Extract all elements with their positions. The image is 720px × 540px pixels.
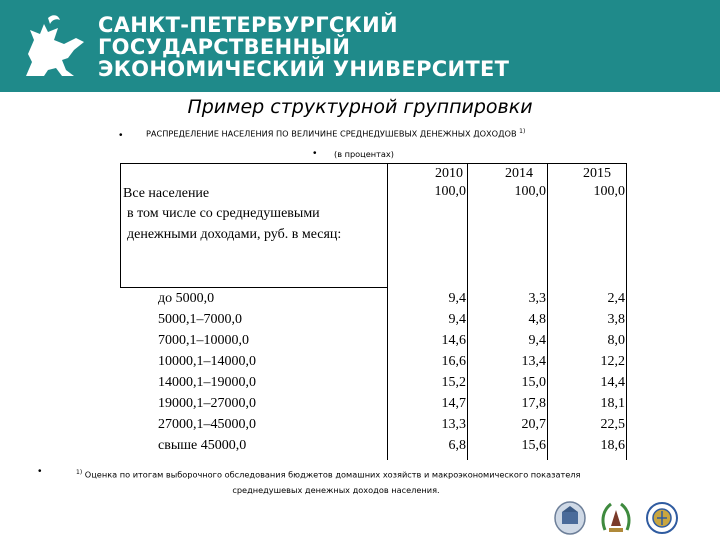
row-6-value-2014: 17,8 [521, 396, 546, 411]
footnote-mark: 1) [76, 469, 83, 476]
total-row-label: Все население [123, 186, 210, 201]
income-table [120, 163, 627, 460]
row-2-value-2014: 4,8 [528, 312, 546, 327]
subheader-line-2: денежными доходами, руб. в месяц: [127, 227, 342, 242]
year-header-2015: 2015 [583, 166, 611, 181]
row-7-value-2014: 20,7 [521, 417, 546, 432]
row-1-value-2010: 9,4 [448, 291, 466, 306]
table-subtitle [146, 128, 525, 139]
table-left-border [120, 163, 121, 287]
footnote [76, 465, 676, 498]
row-1-value-2014: 3,3 [528, 291, 546, 306]
footnote-line-2: среднедушевых денежных доходов населения. [232, 484, 440, 495]
university-name-line-2: ГОСУДАРСТВЕННЫЙ [98, 35, 351, 59]
row-label-8: свыше 45000,0 [158, 438, 247, 453]
row-5-value-2010: 15,2 [441, 375, 466, 390]
round-seal-icon [645, 500, 679, 536]
year-header-2010: 2010 [435, 166, 463, 181]
row-5-value-2014: 15,0 [521, 375, 546, 390]
university-name-line-3: ЭКОНОМИЧЕСКИЙ УНИВЕРСИТЕТ [98, 57, 510, 81]
row-label-5: 14000,1–19000,0 [158, 375, 256, 390]
total-value-2015: 100,0 [593, 184, 625, 199]
year-header-2014: 2014 [505, 166, 533, 181]
row-8-value-2010: 6,8 [448, 438, 466, 453]
row-label-3: 7000,1–10000,0 [158, 333, 249, 348]
row-7-value-2010: 13,3 [441, 417, 466, 432]
row-8-value-2015: 18,6 [600, 438, 625, 453]
row-6-value-2015: 18,1 [600, 396, 625, 411]
row-label-2: 5000,1–7000,0 [158, 312, 242, 327]
subtitle-footnote-mark: 1) [519, 128, 526, 135]
table-label-separator [120, 287, 388, 288]
row-2-value-2010: 9,4 [448, 312, 466, 327]
row-1-value-2015: 2,4 [607, 291, 625, 306]
table-top-border [120, 163, 627, 164]
total-value-2014: 100,0 [514, 184, 546, 199]
footnote-line-1: Оценка по итогам выборочного обследования бюджетов домашних хозяйств и макроэкономического показателя [84, 469, 581, 480]
total-value-2010: 100,0 [434, 184, 466, 199]
griffin-logo-icon [18, 10, 92, 84]
row-label-4: 10000,1–14000,0 [158, 354, 256, 369]
row-4-value-2014: 13,4 [521, 354, 546, 369]
bullet-3: • [38, 466, 42, 477]
row-6-value-2010: 14,7 [441, 396, 466, 411]
university-crest-icon [553, 500, 587, 536]
row-label-1: до 5000,0 [158, 291, 215, 306]
row-label-6: 19000,1–27000,0 [158, 396, 256, 411]
wreath-emblem-icon [599, 500, 633, 536]
row-3-value-2015: 8,0 [607, 333, 625, 348]
university-name [98, 14, 509, 80]
subheader-line-1: в том числе со среднедушевыми [127, 206, 320, 221]
row-4-value-2010: 16,6 [441, 354, 466, 369]
row-5-value-2015: 14,4 [600, 375, 625, 390]
table-right-border [626, 163, 627, 460]
row-4-value-2015: 12,2 [600, 354, 625, 369]
slide-title: Пример структурной группировки [187, 96, 533, 118]
row-3-value-2010: 14,6 [441, 333, 466, 348]
table-subtitle-text: РАСПРЕДЕЛЕНИЕ НАСЕЛЕНИЯ ПО ВЕЛИЧИНЕ СРЕДНЕДУШЕВЫХ ДЕНЕЖНЫХ ДОХОДОВ [146, 128, 517, 139]
emblem-row [553, 500, 693, 536]
university-name-line-1: САНКТ-ПЕТЕРБУРГСКИЙ [98, 13, 398, 37]
row-3-value-2014: 9,4 [528, 333, 546, 348]
header-band [0, 0, 720, 92]
bullet-1: • [119, 130, 123, 141]
row-7-value-2015: 22,5 [600, 417, 625, 432]
bullet-2: • [313, 148, 317, 159]
row-label-7: 27000,1–45000,0 [158, 417, 256, 432]
unit-label: (в процентах) [334, 149, 394, 159]
row-2-value-2015: 3,8 [607, 312, 625, 327]
row-8-value-2014: 15,6 [521, 438, 546, 453]
